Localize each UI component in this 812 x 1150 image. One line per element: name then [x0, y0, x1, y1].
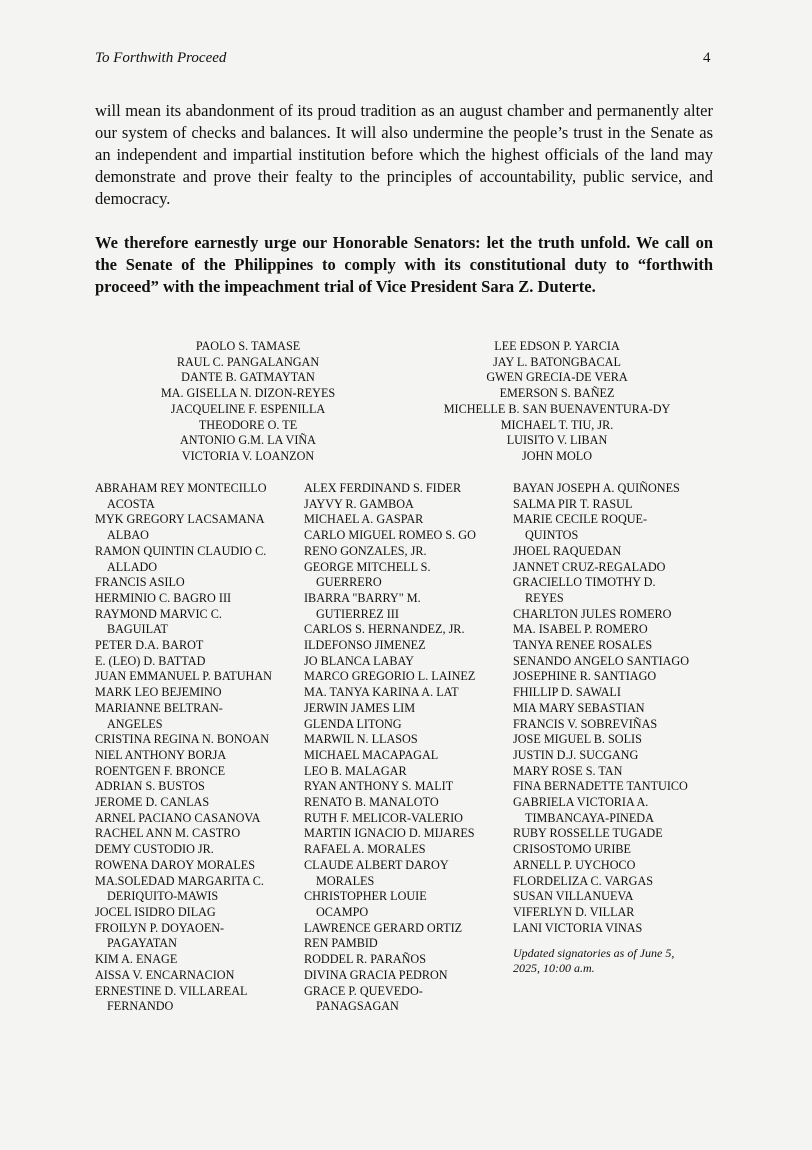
- signatory-name: JOSE MIGUEL B. SOLIS: [513, 732, 642, 747]
- principal-signatory: JOHN MOLO: [521, 448, 593, 463]
- signatories-column-1: [95, 481, 303, 1015]
- signatory-name: FINA BERNADETTE TANTUICO: [513, 779, 688, 794]
- signatory-name: JOCEL ISIDRO DILAG: [95, 904, 216, 919]
- principal-signatory: JACQUELINE F. ESPENILLA: [170, 401, 326, 416]
- signatory-name: CARLO MIGUEL ROMEO S. GO: [304, 528, 476, 543]
- signatory-name: LAWRENCE GERARD ORTIZ: [304, 920, 463, 935]
- signatory-name: SENANDO ANGELO SANTIAGO: [513, 653, 690, 668]
- signatory-name: RUTH F. MELICOR-VALERIO: [304, 810, 463, 825]
- principal-signatory: MA. GISELLA N. DIZON-REYES: [160, 386, 336, 401]
- signatory-name: CRISTINA REGINA N. BONOAN: [95, 732, 270, 747]
- update-note: Updated signatories as of June 5, 2025, 10:00 a.m.: [513, 946, 675, 976]
- signatory-name: LEO B. MALAGAR: [304, 763, 407, 778]
- signatory-name: ROWENA DAROY MORALES: [95, 857, 256, 872]
- signatory-name: JUAN EMMANUEL P. BATUHAN: [95, 669, 272, 684]
- signatory-name: JHOEL RAQUEDAN: [513, 543, 622, 558]
- header-title: To Forthwith Proceed: [95, 50, 227, 66]
- signatory-name: HERMINIO C. BAGRO III: [95, 590, 232, 605]
- signatory-name: ALEX FERDINAND S. FIDER: [304, 481, 462, 495]
- principal-signatories-left: [95, 339, 401, 465]
- signatory-name: FLORDELIZA C. VARGAS: [513, 873, 654, 888]
- signatory-name: MICHAEL MACAPAGAL: [304, 747, 439, 762]
- signatory-name: FRANCIS ASILO: [95, 575, 185, 590]
- principal-signatory: JAY L. BATONGBACAL: [493, 354, 621, 369]
- signatory-name: GLENDA LITONG: [304, 716, 402, 731]
- signatory-name: JO BLANCA LABAY: [304, 653, 414, 668]
- principal-signatory: LEE EDSON P. YARCIA: [494, 339, 620, 353]
- signatory-name: ARNELL P. UYCHOCO: [513, 857, 636, 872]
- principal-signatories-right: [401, 339, 713, 465]
- principal-signatory: GWEN GRECIA-DE VERA: [486, 370, 628, 385]
- signatory-name: FRANCIS V. SOBREVIÑAS: [513, 716, 658, 731]
- signatory-name: MICHAEL A. GASPAR: [304, 512, 424, 527]
- principal-signatory: PAOLO S. TAMASE: [195, 339, 301, 353]
- signatory-name: E. (LEO) D. BATTAD: [95, 653, 206, 668]
- signatory-name: ADRIAN S. BUSTOS: [95, 779, 205, 794]
- signatory-name: DIVINA GRACIA PEDRON: [304, 967, 448, 982]
- signatory-name: MYK GREGORY LACSAMANA ALBAO: [95, 512, 265, 543]
- signatory-name: JUSTIN D.J. SUCGANG: [513, 747, 639, 762]
- signatory-name: RAMON QUINTIN CLAUDIO C. ALLADO: [95, 543, 267, 574]
- signatory-name: AISSA V. ENCARNACION: [95, 967, 235, 982]
- signatory-name: CRISOSTOMO URIBE: [513, 842, 631, 857]
- signatory-name: RENATO B. MANALOTO: [304, 795, 439, 810]
- signatory-name: ROENTGEN F. BRONCE: [95, 763, 226, 778]
- signatory-name: IBARRA "BARRY" M. GUTIERREZ III: [304, 590, 421, 621]
- signatory-name: BAYAN JOSEPH A. QUIÑONES: [513, 481, 680, 495]
- signatory-name: RACHEL ANN M. CASTRO: [95, 826, 241, 841]
- signatory-name: MA.SOLEDAD MARGARITA C. DERIQUITO-MAWIS: [95, 873, 264, 904]
- signatory-name: MARCO GREGORIO L. LAINEZ: [304, 669, 476, 684]
- signatory-name: MA. TANYA KARINA A. LAT: [304, 685, 459, 700]
- signatory-name: MIA MARY SEBASTIAN: [513, 700, 645, 715]
- signatory-name: GEORGE MITCHELL S. GUERRERO: [304, 559, 431, 590]
- signatory-name: DEMY CUSTODIO JR.: [95, 842, 214, 857]
- principal-signatory: DANTE B. GATMAYTAN: [181, 370, 315, 385]
- signatory-name: GRACIELLO TIMOTHY D. REYES: [513, 575, 656, 605]
- signatory-name: MARY ROSE S. TAN: [513, 763, 623, 778]
- signatory-name: MARIE CECILE ROQUE- QUINTOS: [513, 512, 648, 543]
- signatory-name: MARTIN IGNACIO D. MIJARES: [304, 826, 475, 841]
- principal-signatory: THEODORE O. TE: [198, 417, 298, 432]
- signatories-column-2: [304, 481, 514, 1015]
- signatory-name: CHRISTOPHER LOUIE OCAMPO: [304, 889, 427, 919]
- body-paragraph-1: will mean its abandonment of its proud tradition as an august chamber and permanently alter our system of checks and balances. It will also undermine the people’s trust in the Senate as an independent and impartial institution before which the highest officials of the land may demonstrate and prove their fealty to the principles of accountability, public service, and democracy.: [95, 101, 713, 208]
- signatory-name: ILDEFONSO JIMENEZ: [304, 638, 426, 653]
- signatory-name: PETER D.A. BAROT: [95, 638, 204, 653]
- signatory-name: CLAUDE ALBERT DAROY MORALES: [304, 857, 449, 888]
- signatory-name: JANNET CRUZ-REGALADO: [513, 559, 666, 574]
- principal-signatory: MICHELLE B. SAN BUENAVENTURA-DY: [443, 401, 671, 416]
- signatory-name: CARLOS S. HERNANDEZ, JR.: [304, 622, 465, 637]
- signatory-name: JERWIN JAMES LIM: [304, 700, 416, 715]
- principal-signatory: LUISITO V. LIBAN: [506, 433, 608, 448]
- signatory-name: SUSAN VILLANUEVA: [513, 889, 634, 904]
- signatory-name: FHILLIP D. SAWALI: [513, 685, 621, 700]
- body-paragraph-2-appeal: We therefore earnestly urge our Honorable Senators: let the truth unfold. We call on the Senate of the Philippines to comply with its constitutional duty to “forthwith proceed” with the impeachment trial of Vice President Sara Z. Duterte.: [95, 233, 713, 296]
- signatory-name: KIM A. ENAGE: [95, 952, 178, 967]
- signatory-name: RENO GONZALES, JR.: [304, 543, 427, 558]
- signatory-name: LANI VICTORIA VINAS: [513, 920, 643, 935]
- principal-signatory: RAUL C. PANGALANGAN: [176, 354, 320, 369]
- signatories-column-3: [513, 481, 718, 976]
- signatory-name: MARWIL N. LLASOS: [304, 732, 418, 747]
- signatory-name: MARIANNE BELTRAN- ANGELES: [95, 700, 223, 731]
- principal-signatory: ANTONIO G.M. LA VIÑA: [180, 433, 316, 448]
- signatory-name: CHARLTON JULES ROMERO: [513, 606, 672, 621]
- signatory-name: FROILYN P. DOYAOEN- PAGAYATAN: [95, 920, 225, 951]
- signatory-name: MARK LEO BEJEMINO: [95, 685, 222, 700]
- signatory-name: RAYMOND MARVIC C. BAGUILAT: [95, 606, 222, 637]
- signatory-name: ABRAHAM REY MONTECILLO ACOSTA: [95, 481, 267, 511]
- signatory-name: GRACE P. QUEVEDO- PANAGSAGAN: [304, 983, 423, 1014]
- signatory-name: VIFERLYN D. VILLAR: [513, 904, 635, 919]
- signatory-name: ERNESTINE D. VILLAREAL FERNANDO: [95, 983, 248, 1014]
- signatory-name: JEROME D. CANLAS: [95, 795, 210, 810]
- signatory-name: RUBY ROSSELLE TUGADE: [513, 826, 663, 841]
- signatory-name: TANYA RENEE ROSALES: [513, 638, 653, 653]
- signatory-name: RYAN ANTHONY S. MALIT: [304, 779, 454, 794]
- signatory-name: JAYVY R. GAMBOA: [304, 496, 414, 511]
- principal-signatory: EMERSON S. BAÑEZ: [499, 386, 615, 401]
- signatory-name: RODDEL R. PARAÑOS: [304, 952, 427, 967]
- signatory-name: GABRIELA VICTORIA A. TIMBANCAYA-PINEDA: [513, 795, 654, 825]
- principal-signatory: MICHAEL T. TIU, JR.: [500, 417, 614, 432]
- signatory-name: JOSEPHINE R. SANTIAGO: [513, 669, 657, 684]
- signatory-name: ARNEL PACIANO CASANOVA: [95, 810, 261, 825]
- signatory-name: RAFAEL A. MORALES: [304, 842, 426, 857]
- signatory-name: MA. ISABEL P. ROMERO: [513, 622, 648, 637]
- principal-signatory: VICTORIA V. LOANZON: [181, 448, 315, 463]
- signatory-name: SALMA PIR T. RASUL: [513, 496, 633, 511]
- signatory-name: NIEL ANTHONY BORJA: [95, 747, 227, 762]
- signatory-name: REN PAMBID: [304, 936, 378, 951]
- page-number: 4: [703, 50, 711, 66]
